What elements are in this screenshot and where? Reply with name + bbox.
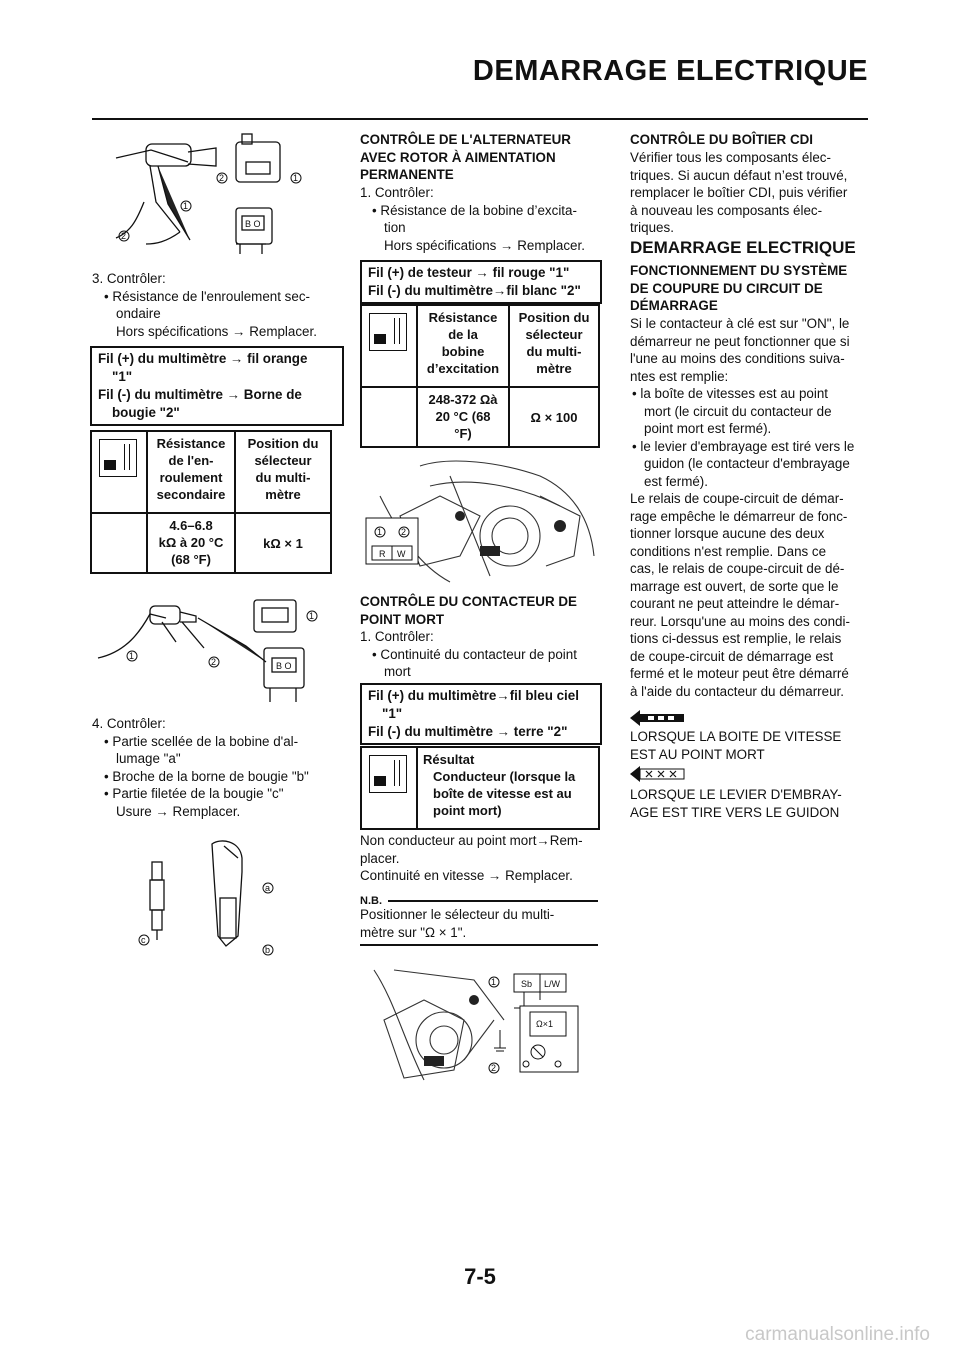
multimeter-icon-2 [369,313,407,351]
callout-1b: 1 [183,201,189,211]
svg-text:R: R [379,549,386,559]
svg-text:Ω×1: Ω×1 [536,1019,553,1029]
step4-title: 4. Contrôler: [92,716,166,731]
svg-text:1: 1 [129,651,135,661]
svg-text:W: W [397,549,406,559]
spec-table-2: Résistance de la bobine d’excitation Position du sélecteur du multi- mètre 248-372 Ωà 20 °C (68 °F) Ω × 100 [360,304,600,448]
multimeter-icon-3 [369,755,407,793]
multimeter-icon [99,439,137,477]
step3-bullet-cont: ondaire [116,306,161,321]
svg-text:c: c [141,935,146,945]
neutral-title-1: CONTRÔLE DU CONTACTEUR DE [360,594,577,609]
svg-text:1: 1 [377,527,383,537]
svg-text:a: a [265,883,271,893]
spec-box-3: Fil (+) du multimètre→fil bleu ciel "1" Fil (-) du multimètre → terre "2" [360,683,602,745]
watermark: carmanualsonline.info [745,1324,930,1345]
section-title: DEMARRAGE ELECTRIQUE [630,238,856,257]
pins-label: B O [245,219,261,229]
legend-neutral-1: LORSQUE LA BOITE DE VITESSE [630,729,842,744]
spec-box-1: Fil (+) du multimètre → fil orange "1" Fil (-) du multimètre → Borne de bougie "2" [90,346,344,426]
result-table: Résultat Conducteur (lorsque la boîte de vitesse est au point mort) [360,746,600,830]
step3-action: Hors spécifications → Remplacer. [116,323,317,339]
svg-text:Sb: Sb [521,979,533,989]
spec-table-1: Résistance de l'en- roulement secondaire Position du sélecteur du multi- mètre 4.6–6.8 kΩ à 20 °C (68 °F) kΩ × 1 [90,430,332,574]
spark-plug-figure [130,836,290,964]
svg-text:B O: B O [276,661,292,671]
svg-text:2: 2 [211,657,217,667]
callout-2a: 2 [219,173,225,183]
header-rule [92,118,868,120]
engine-photo-2 [364,960,600,1088]
coil-test-figure-2 [96,592,328,710]
alternator-title-1: CONTRÔLE DE L'ALTERNATEUR [360,132,571,147]
step3-title: 3. Contrôler: [92,271,166,286]
step3-bullet: • Résistance de l'enroulement sec- [104,288,310,304]
svg-text:1: 1 [309,611,315,621]
legend-clutch-1: LORSQUE LE LEVIER D'EMBRAY- [630,787,842,802]
page-number: 7-5 [464,1264,496,1289]
cdi-title: CONTRÔLE DU BOÎTIER CDI [630,132,814,147]
legend-arrow-neutral [630,710,686,726]
page-title: DEMARRAGE ELECTRIQUE [472,55,868,87]
svg-text:L/W: L/W [544,979,561,989]
spec-box-2: Fil (+) de testeur → fil rouge "1" Fil (-) du multimètre→fil blanc "2" [360,260,602,304]
svg-text:b: b [265,945,271,955]
svg-text:2: 2 [401,527,407,537]
svg-text:1: 1 [491,977,497,987]
coil-test-figure [106,132,326,260]
nb-label: N.B. [360,895,382,907]
svg-text:2: 2 [491,1063,497,1073]
callout-2b: 2 [121,231,127,241]
callout-1a: 1 [293,173,299,183]
engine-photo-1 [360,456,600,584]
legend-arrow-clutch [630,766,686,782]
